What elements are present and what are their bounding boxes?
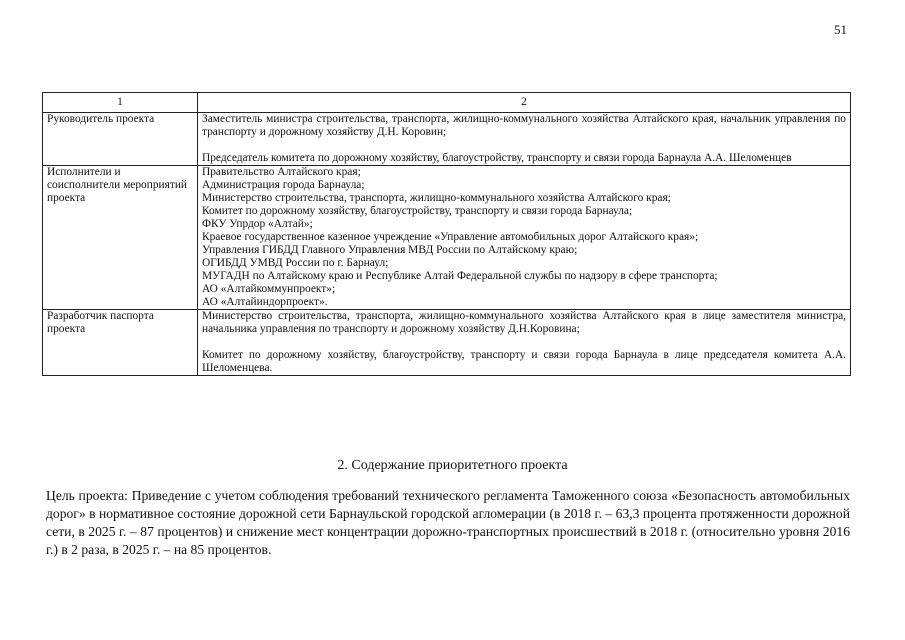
executor-line: АО «Алтайиндорпроект».	[202, 296, 328, 308]
row-content-passport-developer	[198, 310, 851, 376]
executor-line: Комитет по дорожному хозяйству, благоустройству, транспорту и связи города Барнаула;	[202, 205, 633, 217]
executor-line: ФКУ Упрдор «Алтай»;	[202, 218, 313, 230]
executor-line: АО «Алтайкоммунпроект»;	[202, 283, 336, 295]
developer-paragraph-1: Министерство строительства, транспорта, жилищно-коммунального хозяйства Алтайского края в лице заместителя министра, начальника управления по транспорту и дорожному хозяйству Д.Н.Коровина;	[202, 310, 846, 335]
project-goal-paragraph: Цель проекта: Приведение с учетом соблюдения требований технического регламента Таможенного союза «Безопасность автомобильных дорог» в нормативное состояние дорожной сети Барнаульской городской агломерации (в 2018 г. – 63,3 процента протяженности дорожной сети, в 2025 г. – 87 процентов) и снижение мест концентрации дорожно-транспортных происшествий в 2018 г. (относительно уровня 2016 г.) в 2 раза, в 2025 г. – на 85 процентов.	[46, 488, 850, 557]
section-heading: 2. Содержание приоритетного проекта	[337, 458, 568, 473]
executor-line: МУГАДН по Алтайскому краю и Республике Алтай Федеральной службы по надзору в сфере транспорта;	[202, 270, 718, 282]
executor-line: Управления ГИБДД Главного Управления МВД России по Алтайскому краю;	[202, 244, 578, 256]
executor-line: Правительство Алтайского края;	[202, 166, 361, 178]
row-label-executors: Исполнители и соисполнители мероприятий проекта	[43, 166, 198, 310]
page-number: 51	[834, 22, 847, 37]
table-row-executors	[43, 166, 851, 310]
executor-line: Министерство строительства, транспорта, жилищно-коммунального хозяйства Алтайского края;	[202, 192, 671, 204]
leader-paragraph-2: Председатель комитета по дорожному хозяйству, благоустройству, транспорту и связи города Барнаула А.А. Шеломенцев	[202, 152, 792, 164]
executor-line: Администрация города Барнаула;	[202, 179, 365, 191]
row-label-project-leader: Руководитель проекта	[43, 113, 198, 166]
row-content-executors	[198, 166, 851, 310]
column-header-2: 2	[198, 93, 851, 113]
table-row-project-leader	[43, 113, 851, 166]
project-passport-table	[42, 92, 851, 376]
leader-paragraph-1: Заместитель министра строительства, транспорта, жилищно-коммунального хозяйства Алтайского края, начальник управления по транспорту и дорожному хозяйству Д.Н. Коровин;	[202, 113, 846, 138]
developer-paragraph-2: Комитет по дорожному хозяйству, благоустройству, транспорту и связи города Барнаула в лице председателя комитета А.А. Шеломенцева.	[202, 349, 846, 374]
column-header-1: 1	[43, 93, 198, 113]
executor-line: ОГИБДД УМВД России по г. Барнаул;	[202, 257, 389, 269]
row-content-project-leader	[198, 113, 851, 166]
row-label-passport-developer: Разработчик паспорта проекта	[43, 310, 198, 376]
table-header-row	[43, 93, 851, 113]
table-row-passport-developer	[43, 310, 851, 376]
executor-line: Краевое государственное казенное учреждение «Управление автомобильных дорог Алтайского края»;	[202, 231, 699, 243]
